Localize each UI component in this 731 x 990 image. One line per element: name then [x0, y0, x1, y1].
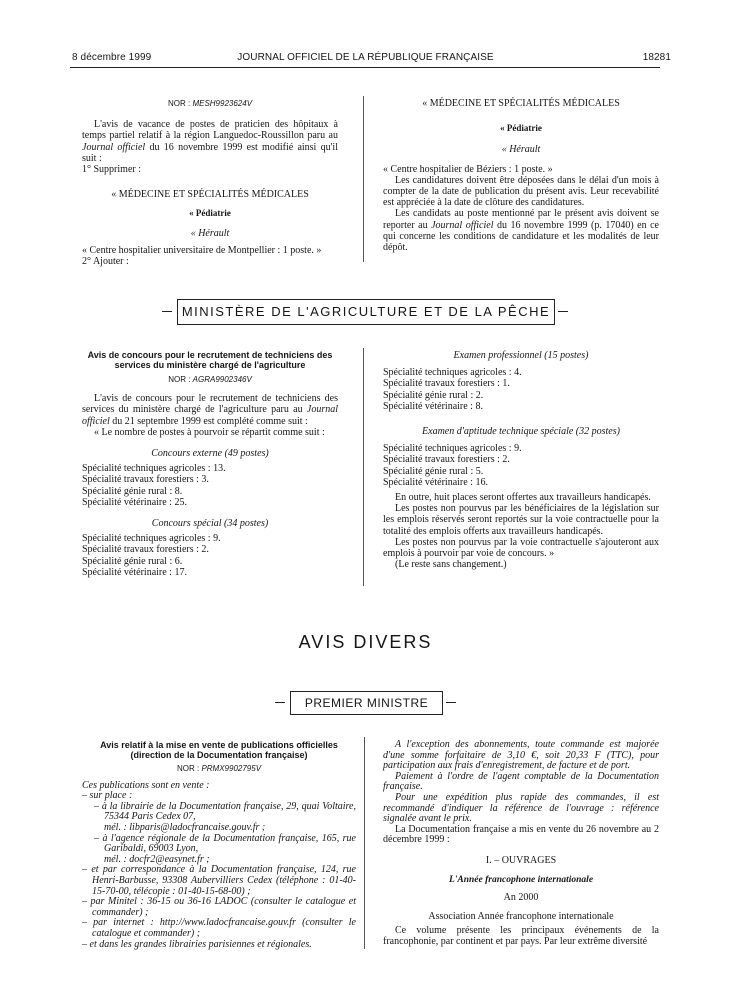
book-title: L'Année francophone internationale	[448, 874, 594, 885]
list-item: Spécialité travaux forestiers : 1.	[383, 378, 510, 390]
page-number: 18281	[642, 52, 671, 63]
list-item: Spécialité génie rural : 8.	[82, 485, 183, 497]
ministry-heading: MINISTÈRE DE L'AGRICULTURE ET DE LA PÊCHE	[177, 299, 555, 325]
list-item: – sur place :	[82, 790, 133, 802]
paragraph: L'avis de vacance de postes de praticien des hôpitaux à temps partiel relatif à la région Languedoc-Roussillon paru au Journal officiel du 16 novembre 1999 est modifié ainsi qu'il suit :	[82, 119, 338, 164]
list-item: – et dans les grandes librairies parisiennes et régionales.	[82, 938, 312, 950]
paragraph: L'avis de concours pour le recrutement de techniciens des services du ministère chargé de l'agriculture paru au Journal officiel du 21 septembre 1999 est complété comme suit :	[82, 393, 338, 427]
list-item: Spécialité techniques agricoles : 4.	[383, 367, 522, 379]
nor-line	[82, 764, 356, 775]
nor-label: NOR :	[167, 99, 191, 108]
top-left-column	[82, 98, 338, 267]
list-item: – par Minitel : 36-15 ou 36-16 LADOC (consulter le catalogue et commander) ;	[82, 896, 356, 918]
specialty-list	[82, 463, 338, 508]
list-item: Spécialité travaux forestiers : 3.	[82, 474, 209, 486]
nor-label: NOR :	[176, 764, 200, 773]
paragraph: Les candidats au poste mentionné par le présent avis doivent se reporter au Journal officiel du 16 novembre 1999 (p. 17040) en ce qui concerne les conditions de candidature et les modalités de leur dépôt.	[383, 208, 659, 254]
list-item: Spécialité vétérinaire : 25.	[82, 496, 187, 508]
email-line: mél. : libparis@ladocfrancaise.gouv.fr ;	[104, 821, 266, 833]
list-item: Spécialité génie rural : 5.	[383, 465, 484, 477]
specialty-list	[383, 443, 659, 488]
region-heading: « Hérault	[501, 144, 541, 156]
region-heading: « Hérault	[190, 227, 230, 239]
specialty-list	[82, 533, 338, 578]
book-publisher: Association Année francophone internationale	[428, 910, 614, 922]
paragraph: En outre, huit places seront offertes aux travailleurs handicapés.	[395, 492, 651, 504]
top-right-column	[383, 98, 659, 253]
list-item: – par internet : http://www.ladocfrancaise.gouv.fr (consulter le catalogue et commander) ;	[82, 917, 356, 939]
premier-ministre-heading: PREMIER MINISTRE	[290, 691, 443, 715]
journal-title: JOURNAL OFFICIEL DE LA RÉPUBLIQUE FRANÇAISE	[237, 52, 494, 63]
list-item: Spécialité génie rural : 6.	[82, 555, 183, 567]
column-divider	[363, 348, 364, 586]
list-item: Spécialité vétérinaire : 17.	[82, 566, 187, 578]
specialty-heading: « MÉDECINE ET SPÉCIALITÉS MÉDICALES	[422, 98, 620, 109]
paragraph: Ces publications sont en vente :	[82, 779, 210, 791]
exam-heading: Concours spécial (34 postes)	[151, 518, 269, 530]
nor-line	[82, 374, 338, 385]
notice-title: Avis de concours pour le recrutement de techniciens des services du ministère chargé de l'agriculture	[87, 350, 333, 370]
list-item: – à la librairie de la Documentation française, 29, quai Voltaire, 75344 Paris Cedex 07,	[94, 800, 356, 823]
agriculture-left-column	[82, 350, 338, 578]
list-item: Spécialité vétérinaire : 16.	[383, 476, 488, 488]
nor-code: MESH9923624V	[192, 99, 253, 108]
list-item: Spécialité travaux forestiers : 2.	[383, 454, 510, 466]
list-item: – et par correspondance à la Documentation française, 124, rue Henri-Barbusse, 93308 Aubervilliers Cedex (téléphone : 01-40-15-70-00, télécopie : 01-40-15-68-00) ;	[82, 864, 356, 897]
book-year: An 2000	[503, 892, 539, 904]
list-item: – à l'agence régionale de la Documentation française, 165, rue Garibaldi, 69003 Lyon,	[94, 832, 356, 855]
column-divider	[364, 737, 365, 949]
specialty-list	[383, 367, 659, 412]
publications-right-column	[383, 740, 659, 948]
hospital-entry: « Centre hospitalier de Béziers : 1 poste. »	[383, 163, 553, 175]
list-item: Spécialité techniques agricoles : 9.	[383, 443, 522, 455]
paragraph: Pour une expédition plus rapide des commandes, il est recommandé d'indiquer la référence de l'ouvrage : référence signalée avant le prix.	[383, 791, 659, 825]
nor-code: AGRA9902346V	[192, 375, 252, 384]
paragraph: Les candidatures doivent être déposées dans le délai d'un mois à compter de la date de publication du présent avis. Leur recevabilité est appréciée à la date de clôture des candidatures.	[383, 174, 659, 209]
column-divider	[363, 96, 364, 262]
paragraph: Paiement à l'ordre de l'agent comptable de la Documentation française.	[383, 770, 659, 793]
paragraph: (Le reste sans changement.)	[395, 559, 507, 571]
notice-title: Avis relatif à la mise en vente de publications officielles (direction de la Documentation française)	[100, 740, 338, 760]
section-title: AVIS DIVERS	[298, 632, 433, 652]
paragraph: La Documentation française a mis en vente du 26 novembre au 2 décembre 1999 :	[383, 823, 659, 846]
exam-heading: Examen d'aptitude technique spéciale (32 postes)	[422, 426, 620, 438]
paragraph: A l'exception des abonnements, toute commande est majorée d'une somme forfaitaire de 3,10 €, soit 20,33 F (TTC), pour participation aux frais d'enregistrement, de facture et de port.	[383, 739, 659, 772]
publications-left-column	[82, 740, 356, 950]
paragraph: Les postes non pourvus par la voie contractuelle s'ajouteront aux emplois à pourvoir par voie de concours. »	[383, 536, 659, 560]
list-item: Spécialité travaux forestiers : 2.	[82, 544, 209, 556]
paragraph: « Le nombre de postes à pourvoir se répartit comme suit :	[94, 426, 325, 438]
nor-line	[82, 98, 338, 109]
header-rule	[70, 67, 660, 68]
email-line: mél. : docfr2@easynet.fr ;	[104, 853, 210, 865]
list-item: Spécialité génie rural : 2.	[383, 389, 484, 401]
list-item: Spécialité techniques agricoles : 9.	[82, 533, 221, 545]
nor-label: NOR :	[168, 375, 191, 384]
list-item: 2° Ajouter :	[82, 256, 129, 268]
exam-heading: Concours externe (49 postes)	[151, 448, 269, 460]
hospital-entry: « Centre hospitalier universitaire de Montpellier : 1 poste. »	[82, 244, 322, 256]
section-heading: I. – OUVRAGES	[485, 854, 557, 866]
paragraph: Ce volume présente les principaux événements de la francophonie, par continent et par pays. Par leur extrême diversité	[383, 925, 659, 947]
agriculture-right-column	[383, 350, 659, 570]
list-item: Spécialité techniques agricoles : 13.	[82, 463, 226, 475]
exam-heading: Examen professionnel (15 postes)	[453, 350, 589, 361]
specialty-subheading: « Pédiatrie	[189, 208, 231, 219]
issue-date: 8 décembre 1999	[72, 52, 152, 63]
specialty-subheading: « Pédiatrie	[500, 123, 542, 134]
paragraph: Les postes non pourvus par les bénéficiaires de la législation sur les emplois réservés seront reportés sur la voie contractuelle pour la totalité des emplois offerts aux travailleurs handicapés.	[383, 503, 659, 537]
nor-code: PRMX9902795V	[201, 764, 262, 773]
list-item: Spécialité vétérinaire : 8.	[383, 400, 483, 412]
list-item: 1° Supprimer :	[82, 164, 141, 176]
specialty-heading: « MÉDECINE ET SPÉCIALITÉS MÉDICALES	[111, 189, 309, 201]
